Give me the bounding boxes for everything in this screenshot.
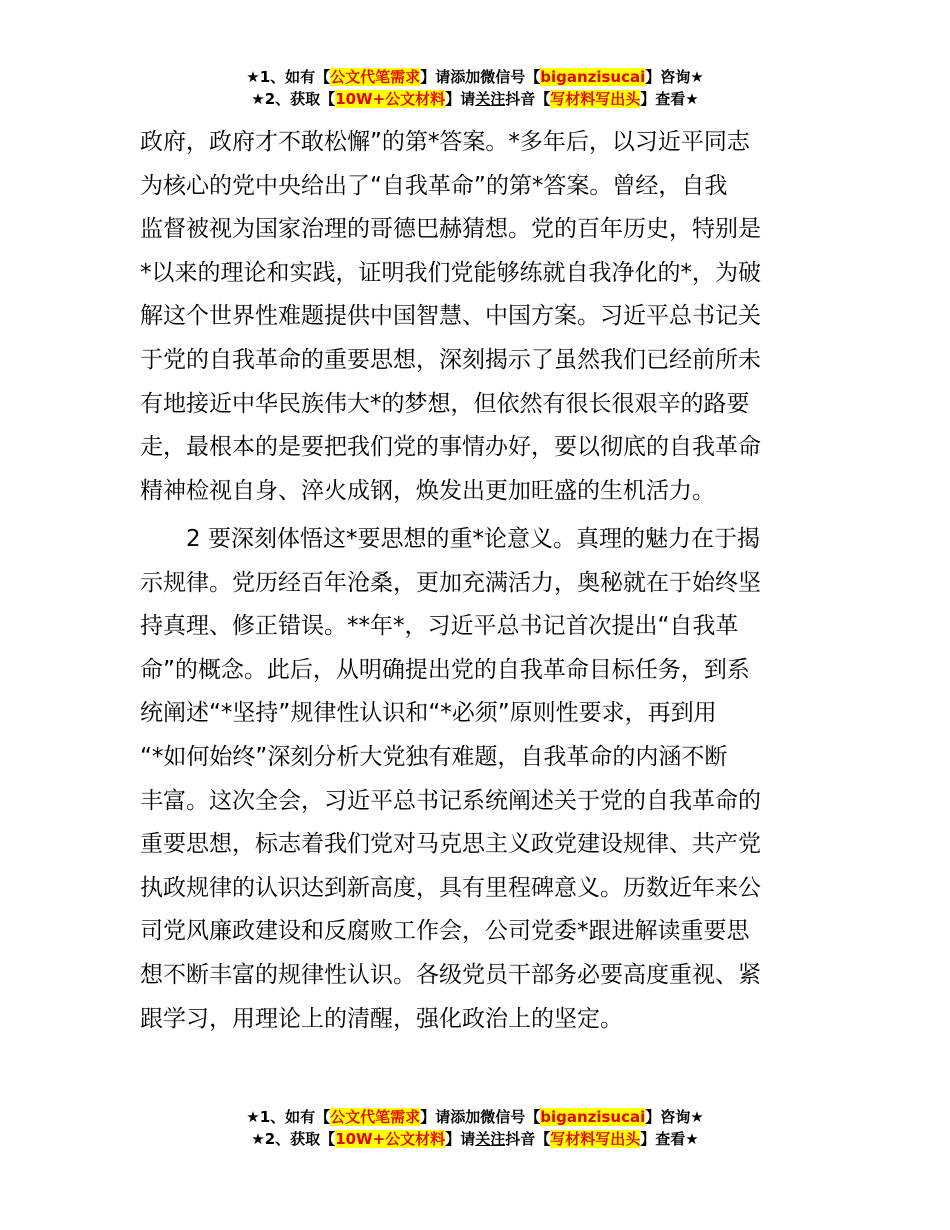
text-line: 执政规律的认识达到新高度，具有里程碑意义。历数近年来公 — [140, 874, 761, 901]
text-line: 持真理、修正错误。**年*，习近平总书记首次提出“自我革 — [140, 613, 739, 640]
text-line: *以来的理论和实践，证明我们党能够练就自我净化的*，为破 — [140, 259, 761, 286]
footer-banner — [0, 1106, 950, 1150]
text-line: “*如何始终”深刻分析大党独有难题，自我革命的内涵不断 — [140, 743, 728, 770]
highlight-douyin-account: 写材料写出头 — [550, 90, 641, 108]
text-line: 示规律。党历经百年沧桑，更加充满活力，奥秘就在于始终坚 — [140, 569, 761, 596]
follow-text: 关注 — [475, 90, 506, 108]
highlight-wechat-id: biganzisucai — [540, 68, 646, 86]
banner-line-1: ★1、如有【公文代笔需求】请添加微信号【biganzisucai】咨询★ — [246, 68, 704, 86]
text-line: 司党风廉政建设和反腐败工作会，公司党委*跟进解读重要思 — [140, 918, 750, 945]
highlight-wechat-id: biganzisucai — [540, 1108, 646, 1126]
text-line: 命”的概念。此后，从明确提出党的自我革命目标任务，到系 — [140, 656, 750, 683]
header-banner — [0, 66, 950, 110]
text-line: 解这个世界性难题提供中国智慧、中国方案。习近平总书记关 — [140, 303, 761, 330]
follow-text: 关注 — [475, 1130, 506, 1148]
text-line: 丰富。这次全会，习近平总书记系统阐述关于党的自我革命的 — [140, 787, 761, 814]
paragraph-1 — [140, 121, 812, 513]
text-line: 跟学习，用理论上的清醒，强化政治上的坚定。 — [140, 1005, 623, 1032]
text-line: 精神检视自身、淬火成钢，焕发出更加旺盛的生机活力。 — [140, 477, 715, 504]
text-line: 为核心的党中央给出了“自我革命”的第*答案。曾经，自我 — [140, 172, 728, 199]
text-line: 监督被视为国家治理的哥德巴赫猜想。党的百年历史，特别是 — [140, 216, 761, 243]
highlight-materials: 10W+公文材料 — [335, 1130, 446, 1148]
highlight-service: 公文代笔需求 — [330, 68, 421, 86]
text-line: 2 要深刻体悟这*要思想的重*论意义。真理的魅力在于揭 — [186, 526, 760, 552]
banner-line-1: ★1、如有【公文代笔需求】请添加微信号【biganzisucai】咨询★ — [246, 1108, 704, 1126]
text-line: 政府，政府才不敢松懈”的第*答案。*多年后，以习近平同志 — [140, 129, 750, 155]
text-line: 于党的自我革命的重要思想，深刻揭示了虽然我们已经前所未 — [140, 346, 761, 373]
banner-line-2: ★2、获取【10W+公文材料】请关注抖音【写材料写出头】查看★ — [251, 90, 699, 108]
banner-line-2: ★2、获取【10W+公文材料】请关注抖音【写材料写出头】查看★ — [251, 1130, 699, 1148]
highlight-materials: 10W+公文材料 — [335, 90, 446, 108]
text-line: 重要思想，标志着我们党对马克思主义政党建设规律、共产党 — [140, 831, 761, 858]
highlight-service: 公文代笔需求 — [330, 1108, 421, 1126]
text-line: 有地接近中华民族伟大*的梦想，但依然有很长很艰辛的路要 — [140, 390, 750, 417]
paragraph-2 — [140, 518, 812, 1041]
text-line: 走，最根本的是要把我们党的事情办好，要以彻底的自我革命 — [140, 434, 761, 461]
text-line: 统阐述“*坚持”规律性认识和“*必须”原则性要求，再到用 — [140, 700, 717, 727]
text-line: 想不断丰富的规律性认识。各级党员干部务必要高度重视、紧 — [140, 961, 761, 988]
highlight-douyin-account: 写材料写出头 — [550, 1130, 641, 1148]
